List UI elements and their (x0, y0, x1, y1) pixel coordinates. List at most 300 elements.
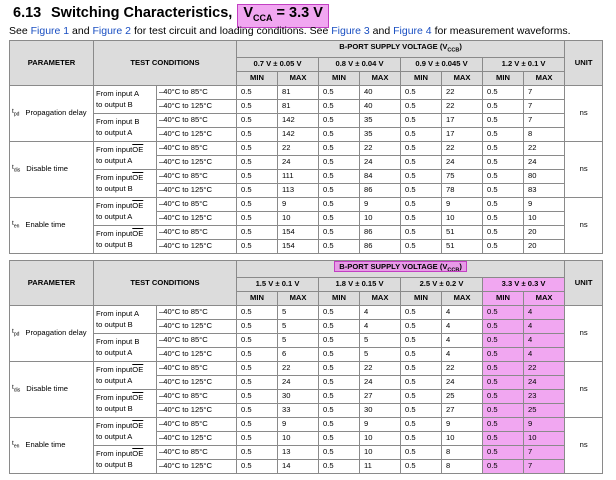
value-cell: 0.5 (483, 239, 524, 253)
value-cell: 0.5 (401, 431, 442, 445)
parameter-cell (10, 197, 94, 253)
table-row (10, 417, 603, 431)
value-cell: 0.5 (237, 225, 278, 239)
value-cell: 0.5 (237, 361, 278, 375)
value-cell: 4 (360, 305, 401, 319)
value-cell: 0.5 (401, 361, 442, 375)
min-header: MIN (319, 71, 360, 85)
parameter-name: Propagation delay (25, 328, 87, 337)
value-cell: 0.5 (319, 169, 360, 183)
value-cell: 86 (360, 183, 401, 197)
value-cell: 5 (360, 347, 401, 361)
value-cell: 27 (360, 389, 401, 403)
value-cell: 0.5 (483, 225, 524, 239)
value-cell: 22 (360, 141, 401, 155)
bport-voltage-header: B-PORT SUPPLY VOLTAGE $(V_{CCB})$ (237, 41, 565, 58)
value-cell: 0.5 (319, 445, 360, 459)
value-cell: 84 (360, 169, 401, 183)
bport-voltage-header: B-PORT SUPPLY VOLTAGE $(V_{CCB})$ (237, 261, 565, 278)
condition-description: From input B to output A (94, 333, 157, 361)
value-cell: 0.5 (401, 333, 442, 347)
temperature-range: –40°C to 125°C (157, 183, 237, 197)
value-cell: 0.5 (483, 361, 524, 375)
unit-cell: ns (565, 417, 603, 473)
temperature-range: –40°C to 125°C (157, 459, 237, 473)
section-title: Switching Characteristics, (51, 5, 233, 21)
max-header: MAX (442, 291, 483, 305)
temperature-range: –40°C to 85°C (157, 169, 237, 183)
value-cell: 4 (360, 319, 401, 333)
value-cell: 0.5 (237, 197, 278, 211)
value-cell: 17 (442, 113, 483, 127)
parameter-header: PARAMETER (10, 261, 94, 306)
value-cell: 0.5 (237, 169, 278, 183)
figure-1-link[interactable]: Figure 1 (30, 25, 70, 37)
value-cell: 13 (278, 445, 319, 459)
parameter-symbol: $t_{dis}$ (12, 163, 21, 174)
unit-cell: ns (565, 197, 603, 253)
parameter-cell (10, 85, 94, 141)
condition-description: From $input\overline{OE}$ to output B (94, 225, 157, 253)
value-cell: 9 (442, 417, 483, 431)
value-cell: 5 (278, 305, 319, 319)
min-header: MIN (237, 71, 278, 85)
max-header: MAX (278, 291, 319, 305)
table-row (10, 333, 603, 347)
value-cell: 30 (278, 389, 319, 403)
table-row (10, 169, 603, 183)
value-cell: 0.5 (401, 99, 442, 113)
value-cell: 0.5 (483, 85, 524, 99)
figure-2-link[interactable]: Figure 2 (92, 25, 132, 37)
temperature-range: –40°C to 125°C (157, 375, 237, 389)
value-cell: 75 (442, 169, 483, 183)
voltage-header: 0.8 V ± 0.04 V (319, 57, 401, 71)
figure-3-link[interactable]: Figure 3 (331, 25, 370, 37)
value-cell: 0.5 (319, 403, 360, 417)
value-cell: 78 (442, 183, 483, 197)
value-cell: 4 (442, 347, 483, 361)
table-row (10, 445, 603, 459)
value-cell: 25 (442, 389, 483, 403)
value-cell: 4 (524, 347, 565, 361)
value-cell: 22 (442, 85, 483, 99)
temperature-range: –40°C to 125°C (157, 127, 237, 141)
value-cell: 0.5 (483, 389, 524, 403)
value-cell: 0.5 (401, 389, 442, 403)
value-cell: 22 (524, 361, 565, 375)
value-cell: 0.5 (237, 431, 278, 445)
condition-description: From $input\overline{OE}$ to output B (94, 389, 157, 417)
value-cell: 0.5 (483, 169, 524, 183)
parameter-name: Enable time (25, 220, 66, 229)
value-cell: 0.5 (401, 155, 442, 169)
value-cell: 51 (442, 225, 483, 239)
table-row (10, 361, 603, 375)
value-cell: 4 (524, 319, 565, 333)
value-cell: 24 (278, 375, 319, 389)
value-cell: 0.5 (319, 127, 360, 141)
value-cell: 0.5 (401, 459, 442, 473)
parameter-name: Enable time (25, 440, 66, 449)
value-cell: 30 (360, 403, 401, 417)
table-row (10, 113, 603, 127)
value-cell: 24 (524, 155, 565, 169)
value-cell: 5 (278, 333, 319, 347)
value-cell: 9 (360, 417, 401, 431)
value-cell: 0.5 (319, 305, 360, 319)
parameter-name: Propagation delay (25, 108, 87, 117)
value-cell: 0.5 (483, 155, 524, 169)
value-cell: 0.5 (401, 417, 442, 431)
value-cell: 8 (442, 459, 483, 473)
value-cell: 4 (524, 333, 565, 347)
condition-description: From input A to output B (94, 305, 157, 333)
temperature-range: –40°C to 125°C (157, 239, 237, 253)
parameter-symbol: $t_{en}$ (12, 219, 20, 230)
temperature-range: –40°C to 85°C (157, 305, 237, 319)
value-cell: 22 (360, 361, 401, 375)
parameter-symbol: $t_{en}$ (12, 439, 20, 450)
temperature-range: –40°C to 125°C (157, 347, 237, 361)
value-cell: 0.5 (483, 113, 524, 127)
value-cell: 0.5 (237, 417, 278, 431)
voltage-header: 1.5 V ± 0.1 V (237, 277, 319, 291)
value-cell: 0.5 (319, 417, 360, 431)
temperature-range: –40°C to 85°C (157, 333, 237, 347)
value-cell: 0.5 (237, 305, 278, 319)
value-cell: 8 (442, 445, 483, 459)
value-cell: 0.5 (237, 155, 278, 169)
value-cell: 24 (278, 155, 319, 169)
min-header: MIN (401, 71, 442, 85)
value-cell: 0.5 (319, 361, 360, 375)
value-cell: 0.5 (237, 319, 278, 333)
value-cell: 23 (524, 389, 565, 403)
temperature-range: –40°C to 85°C (157, 445, 237, 459)
temperature-range: –40°C to 85°C (157, 417, 237, 431)
temperature-range: –40°C to 85°C (157, 85, 237, 99)
value-cell: 0.5 (401, 239, 442, 253)
unit-cell: ns (565, 305, 603, 361)
min-header: MIN (237, 291, 278, 305)
value-cell: 80 (524, 169, 565, 183)
value-cell: 0.5 (401, 347, 442, 361)
value-cell: 25 (524, 403, 565, 417)
value-cell: 24 (442, 155, 483, 169)
value-cell: 0.5 (319, 225, 360, 239)
value-cell: 0.5 (401, 183, 442, 197)
parameter-symbol: $t_{pd}$ (12, 327, 20, 338)
value-cell: 0.5 (319, 211, 360, 225)
value-cell: 22 (442, 99, 483, 113)
value-cell: 0.5 (319, 99, 360, 113)
temperature-range: –40°C to 125°C (157, 403, 237, 417)
value-cell: 27 (442, 403, 483, 417)
condition-description: From $input\overline{OE}$ to output A (94, 417, 157, 445)
value-cell: 154 (278, 239, 319, 253)
value-cell: 4 (442, 305, 483, 319)
value-cell: 9 (524, 197, 565, 211)
value-cell: 142 (278, 113, 319, 127)
value-cell: 0.5 (401, 305, 442, 319)
value-cell: 142 (278, 127, 319, 141)
min-header: MIN (483, 71, 524, 85)
parameter-symbol: $t_{dis}$ (12, 383, 21, 394)
unit-cell: ns (565, 361, 603, 417)
value-cell: 35 (360, 127, 401, 141)
value-cell: 20 (524, 239, 565, 253)
switching-table-high-voltage (9, 260, 603, 474)
value-cell: 7 (524, 85, 565, 99)
value-cell: 0.5 (401, 197, 442, 211)
voltage-header: 0.7 V ± 0.05 V (237, 57, 319, 71)
parameter-name: Disable time (26, 384, 68, 393)
value-cell: 0.5 (483, 141, 524, 155)
temperature-range: –40°C to 125°C (157, 211, 237, 225)
value-cell: 0.5 (483, 319, 524, 333)
unit-cell: ns (565, 141, 603, 197)
value-cell: 14 (278, 459, 319, 473)
switching-table-low-voltage (9, 40, 603, 254)
value-cell: 7 (524, 99, 565, 113)
value-cell: 0.5 (237, 389, 278, 403)
value-cell: 7 (524, 113, 565, 127)
value-cell: 0.5 (401, 403, 442, 417)
value-cell: 9 (278, 197, 319, 211)
value-cell: 0.5 (401, 445, 442, 459)
value-cell: 24 (524, 375, 565, 389)
value-cell: 10 (360, 431, 401, 445)
value-cell: 0.5 (237, 459, 278, 473)
unit-cell: ns (565, 85, 603, 141)
section-number: 6.13 (13, 5, 42, 21)
voltage-header: 1.2 V ± 0.1 V (483, 57, 565, 71)
value-cell: 83 (524, 183, 565, 197)
table-row (10, 305, 603, 319)
temperature-range: –40°C to 85°C (157, 197, 237, 211)
value-cell: 5 (278, 319, 319, 333)
value-cell: 5 (360, 333, 401, 347)
value-cell: 0.5 (401, 319, 442, 333)
voltage-header: 1.8 V ± 0.15 V (319, 277, 401, 291)
value-cell: 0.5 (483, 459, 524, 473)
value-cell: 0.5 (319, 389, 360, 403)
condition-description: From $input\overline{OE}$ to output A (94, 197, 157, 225)
vcca-highlight: $V_{CCA} = 3.3$ V (238, 5, 328, 27)
parameter-symbol: $t_{pd}$ (12, 107, 20, 118)
value-cell: 11 (360, 459, 401, 473)
value-cell: 81 (278, 85, 319, 99)
value-cell: 0.5 (319, 375, 360, 389)
value-cell: 0.5 (237, 183, 278, 197)
temperature-range: –40°C to 125°C (157, 319, 237, 333)
temperature-range: –40°C to 85°C (157, 113, 237, 127)
condition-description: From $input\overline{OE}$ to output A (94, 141, 157, 169)
value-cell: 0.5 (319, 155, 360, 169)
value-cell: 22 (524, 141, 565, 155)
parameter-cell (10, 141, 94, 197)
figure-4-link[interactable]: Figure 4 (393, 25, 432, 37)
value-cell: 0.5 (401, 169, 442, 183)
max-header: MAX (278, 71, 319, 85)
value-cell: 0.5 (401, 113, 442, 127)
value-cell: 10 (442, 211, 483, 225)
value-cell: 86 (360, 239, 401, 253)
value-cell: 10 (442, 431, 483, 445)
value-cell: 0.5 (401, 211, 442, 225)
value-cell: 0.5 (237, 113, 278, 127)
value-cell: 0.5 (483, 417, 524, 431)
temperature-range: –40°C to 125°C (157, 155, 237, 169)
test-conditions-header: TEST CONDITIONS (94, 41, 237, 86)
table-row (10, 225, 603, 239)
condition-description: From $input\overline{OE}$ to output B (94, 445, 157, 473)
condition-description: From input A to output B (94, 85, 157, 113)
value-cell: 9 (278, 417, 319, 431)
value-cell: 0.5 (237, 403, 278, 417)
value-cell: 4 (442, 319, 483, 333)
value-cell: 0.5 (237, 333, 278, 347)
value-cell: 0.5 (237, 85, 278, 99)
value-cell: 113 (278, 183, 319, 197)
value-cell: 0.5 (319, 347, 360, 361)
value-cell: 0.5 (483, 403, 524, 417)
value-cell: 0.5 (483, 127, 524, 141)
value-cell: 0.5 (237, 445, 278, 459)
value-cell: 22 (442, 141, 483, 155)
value-cell: 0.5 (401, 85, 442, 99)
value-cell: 4 (524, 305, 565, 319)
value-cell: 0.5 (237, 375, 278, 389)
value-cell: 0.5 (319, 459, 360, 473)
value-cell: 0.5 (237, 141, 278, 155)
test-conditions-header: TEST CONDITIONS (94, 261, 237, 306)
value-cell: 0.5 (237, 211, 278, 225)
temperature-range: –40°C to 125°C (157, 99, 237, 113)
parameter-name: Disable time (26, 164, 68, 173)
max-header: MAX (442, 71, 483, 85)
value-cell: 0.5 (483, 431, 524, 445)
temperature-range: –40°C to 85°C (157, 225, 237, 239)
temperature-range: –40°C to 85°C (157, 141, 237, 155)
value-cell: 24 (360, 155, 401, 169)
value-cell: 0.5 (483, 183, 524, 197)
value-cell: 22 (442, 361, 483, 375)
parameter-cell (10, 417, 94, 473)
value-cell: 0.5 (483, 197, 524, 211)
value-cell: 0.5 (483, 305, 524, 319)
value-cell: 10 (360, 445, 401, 459)
value-cell: 10 (278, 431, 319, 445)
condition-description: From $input\overline{OE}$ to output B (94, 169, 157, 197)
min-header: MIN (483, 291, 524, 305)
unit-header: UNIT (565, 41, 603, 86)
value-cell: 9 (360, 197, 401, 211)
value-cell: 10 (360, 211, 401, 225)
value-cell: 0.5 (483, 445, 524, 459)
intro-text: See Figure 1 and Figure 2 for test circuit and loading conditions. See Figure 3 and Figure 4 for measurement waveforms. (9, 25, 571, 37)
value-cell: 17 (442, 127, 483, 141)
value-cell: 40 (360, 99, 401, 113)
table-row (10, 197, 603, 211)
value-cell: 0.5 (319, 85, 360, 99)
voltage-header: 3.3 V ± 0.3 V (483, 277, 565, 291)
table-row (10, 389, 603, 403)
value-cell: 154 (278, 225, 319, 239)
value-cell: 22 (278, 141, 319, 155)
value-cell: 0.5 (319, 113, 360, 127)
value-cell: 0.5 (319, 239, 360, 253)
value-cell: 0.5 (319, 141, 360, 155)
value-cell: 0.5 (319, 431, 360, 445)
value-cell: 86 (360, 225, 401, 239)
condition-description: From input B to output A (94, 113, 157, 141)
value-cell: 51 (442, 239, 483, 253)
value-cell: 24 (360, 375, 401, 389)
value-cell: 81 (278, 99, 319, 113)
parameter-cell (10, 305, 94, 361)
table-row (10, 141, 603, 155)
value-cell: 0.5 (237, 127, 278, 141)
value-cell: 0.5 (483, 333, 524, 347)
value-cell: 0.5 (401, 225, 442, 239)
value-cell: 40 (360, 85, 401, 99)
max-header: MAX (360, 291, 401, 305)
value-cell: 7 (524, 459, 565, 473)
value-cell: 9 (442, 197, 483, 211)
value-cell: 0.5 (401, 127, 442, 141)
value-cell: 0.5 (237, 99, 278, 113)
value-cell: 9 (524, 417, 565, 431)
condition-description: From $input\overline{OE}$ to output A (94, 361, 157, 389)
temperature-range: –40°C to 125°C (157, 431, 237, 445)
value-cell: 0.5 (401, 375, 442, 389)
voltage-header: 0.9 V ± 0.045 V (401, 57, 483, 71)
value-cell: 20 (524, 225, 565, 239)
min-header: MIN (401, 291, 442, 305)
value-cell: 0.5 (401, 141, 442, 155)
temperature-range: –40°C to 85°C (157, 389, 237, 403)
value-cell: 111 (278, 169, 319, 183)
value-cell: 0.5 (319, 197, 360, 211)
max-header: MAX (524, 71, 565, 85)
value-cell: 0.5 (483, 99, 524, 113)
value-cell: 0.5 (483, 347, 524, 361)
min-header: MIN (319, 291, 360, 305)
value-cell: 10 (524, 431, 565, 445)
value-cell: 0.5 (237, 239, 278, 253)
value-cell: 33 (278, 403, 319, 417)
value-cell: 7 (524, 445, 565, 459)
table-row (10, 85, 603, 99)
max-header: MAX (360, 71, 401, 85)
temperature-range: –40°C to 85°C (157, 361, 237, 375)
value-cell: 0.5 (319, 319, 360, 333)
value-cell: 0.5 (237, 347, 278, 361)
max-header: MAX (524, 291, 565, 305)
value-cell: 35 (360, 113, 401, 127)
parameter-cell (10, 361, 94, 417)
unit-header: UNIT (565, 261, 603, 306)
value-cell: 8 (524, 127, 565, 141)
section-heading (9, 5, 328, 23)
value-cell: 4 (442, 333, 483, 347)
value-cell: 10 (278, 211, 319, 225)
value-cell: 0.5 (483, 211, 524, 225)
value-cell: 0.5 (483, 375, 524, 389)
voltage-header: 2.5 V ± 0.2 V (401, 277, 483, 291)
